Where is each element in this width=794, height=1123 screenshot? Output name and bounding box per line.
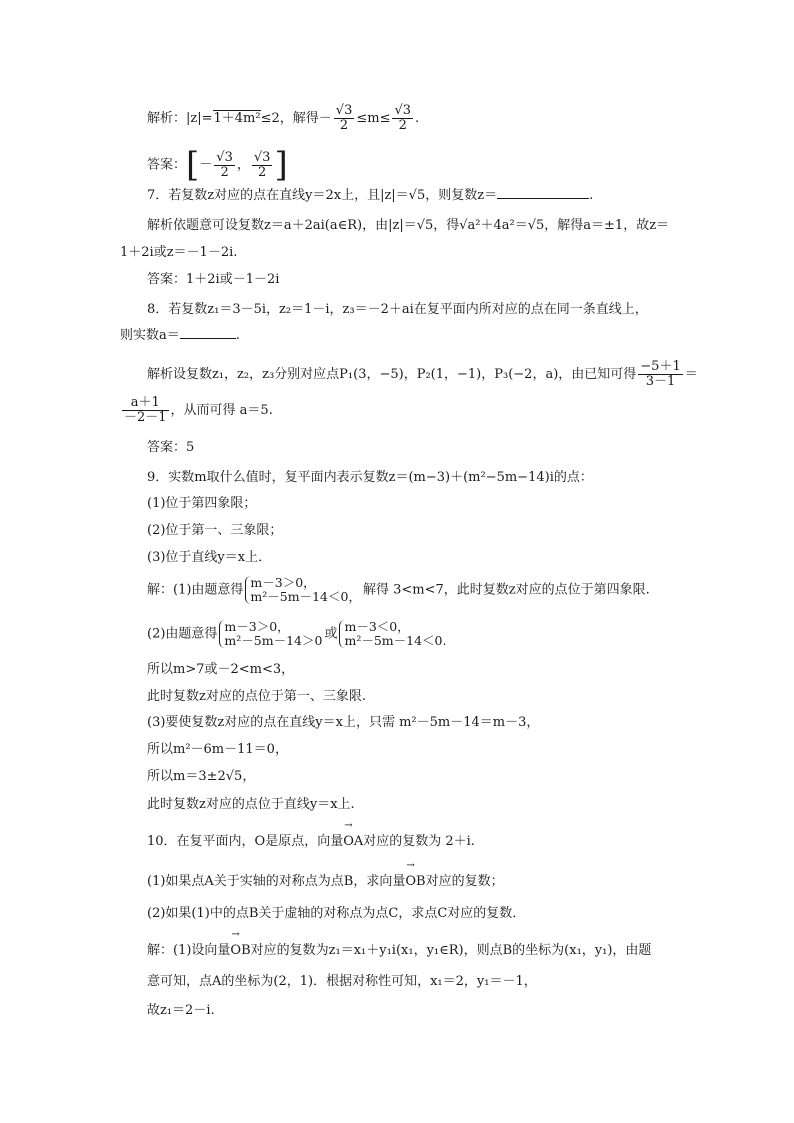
question-8-line-2 [120,326,240,346]
solution-9-line-4: 此时复数z对应的点位于第一、三象限. [147,689,366,704]
fraction [252,151,273,180]
equation-system [339,620,446,648]
question-8-line-1: 8．若复数z₁＝3－5i，z₂＝1－i，z₃＝－2＋ai在复平面内所对应的点在同一条直线上， [147,302,648,317]
text: 对应的复数为 2＋i. [363,834,475,849]
question-10-part-2: (2)如果(1)中的点B关于虚轴的对称点为点C，求点C对应的复数． [147,906,526,921]
solution-7-line-1: 解析依题意可设复数z＝a＋2ai(a∈R)，由|z|＝√5，得√a²＋4a²＝√5，解得a＝±1，故z＝ [147,218,670,233]
numerator: a＋1 [122,396,169,411]
vector-ob: → OB [405,872,425,892]
text: 或 [324,626,338,642]
numerator: √3 [216,149,233,165]
text: 答案： [147,157,187,173]
solution-9-line-8: 此时复数z对应的点位于直线y＝x上. [147,797,355,812]
vector-oa: → OA [343,832,363,852]
answer-blank [497,186,589,199]
bracket: [ [186,145,200,185]
text: . [589,188,594,203]
text: 则实数a＝ [120,328,180,343]
solution-9-line-3: 所以m>7或－2<m<3， [147,662,295,677]
text: 解得 3<m<7，此时复数z对应的点位于第四象限. [362,582,650,598]
text: . [235,328,240,343]
solution-8-line-2 [120,396,273,425]
system-row: m²－5m－14＜0， [250,589,361,604]
text: . [415,111,420,126]
solution-10-line-1 [147,941,651,961]
question-7 [147,186,593,206]
solution-9-line-5: (3)要使复数z对应的点在直线y＝x上，只需 m²－5m－14＝m－3， [147,715,540,730]
denominator: 2 [339,118,349,133]
numerator: √3 [394,103,412,118]
question-10 [147,832,475,852]
answer-8: 答案：5 [147,440,195,455]
text: 解：(1)设向量 [147,943,231,958]
bracket: ] [274,145,288,185]
text: 对应的复数； [425,874,504,889]
fraction [214,151,235,180]
solution-7-line-2: 1＋2i或z＝－1－2i. [120,245,238,260]
solution-9-part-1 [147,576,650,604]
text: － [199,157,213,173]
text: (1)如果点A关于实轴的对称点为点B，求向量 [147,874,406,889]
denominator: －2－1 [124,410,167,425]
text: ≤2，解得－ [260,111,332,126]
text: 解：(1)由题意得 [147,582,244,598]
system-row: m－3＜0， [344,619,410,634]
answer-7: 答案：1＋2i或－1－2i [147,272,280,287]
fraction [122,396,169,425]
text: 7．若复数z对应的点在直线y＝2x上，且|z|＝√5，则复数z＝ [147,188,498,203]
solution-line-1 [147,104,419,133]
text: 解析设复数z₁，z₂，z₃分别对应点P₁(3，−5)，P₂(1，−1)，P₃(−2，a)，由已知可得 [147,367,637,382]
text: ≤m≤ [356,111,391,126]
question-9-part-1: (1)位于第四象限； [147,496,257,511]
equation-system [245,576,361,604]
fraction [638,360,682,389]
solution-9-part-2 [147,620,448,648]
equation-system [219,620,322,648]
system-row: m²－5m－14＞0 [224,633,323,648]
denominator: 3－1 [645,374,676,389]
text: 对应的复数为z₁＝x₁＋y₁i(x₁，y₁∈R)，则点B的坐标为(x₁，y₁)，由题 [250,943,652,958]
denominator: 2 [398,118,407,133]
text: (2)由题意得 [147,626,218,642]
text: ， [236,157,250,173]
text: ，从而可得 a＝5. [170,403,273,418]
numerator: √3 [253,149,271,165]
fraction [392,104,413,133]
answer-line-1 [147,145,288,185]
text: 解析：|z|= [147,111,213,126]
sqrt-expr: 1＋4m² [213,111,261,126]
numerator: √3 [335,103,353,118]
solution-9-line-7: 所以m＝3±2√5， [147,769,256,784]
solution-10-line-3: 故z₁＝2－i. [147,1003,215,1018]
question-9: 9．实数m取什么值时，复平面内表示复数z＝(m−3)＋(m²−5m−14)i的点： [147,470,593,485]
text: 10．在复平面内，O是原点，向量 [147,834,344,849]
answer-blank [180,326,236,339]
question-9-part-2: (2)位于第一、三象限； [147,523,283,538]
denominator: 2 [220,164,229,180]
fraction [334,104,355,133]
question-10-part-1 [147,872,504,892]
solution-8-line-1 [147,360,698,389]
system-row: m－3＞0， [250,575,316,590]
solution-10-line-2: 意可知，点A的坐标为(2，1)．根据对称性可知，x₁＝2，y₁＝－1， [147,974,537,989]
question-9-part-3: (3)位于直线y＝x上． [147,550,272,565]
system-row: m²－5m－14＜0. [344,633,447,648]
text: ＝ [684,367,698,382]
denominator: 2 [258,164,267,180]
numerator: −5＋1 [640,359,681,374]
vector-ob: → OB [230,941,250,961]
system-row: m－3＞0， [224,619,290,634]
solution-9-line-6: 所以m²－6m－11＝0， [147,742,288,757]
